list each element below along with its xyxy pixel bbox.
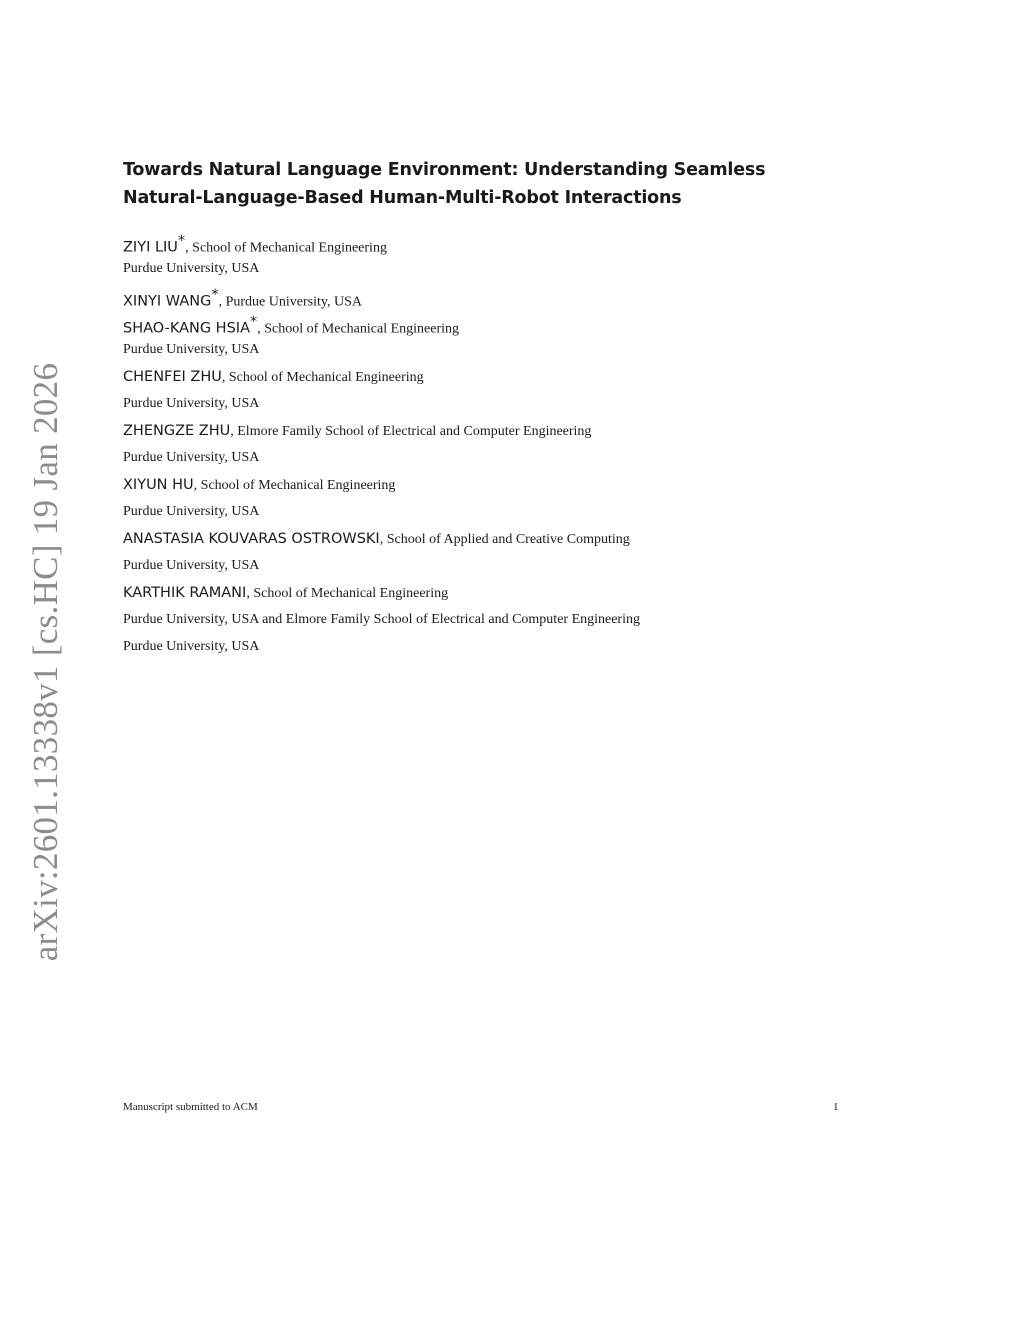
author-name: SHAO-KANG HSIA (123, 320, 250, 337)
affiliation-line: Purdue University, USA (123, 396, 260, 411)
author-name: XIYUN HU (123, 477, 194, 493)
author-line (123, 363, 843, 390)
affiliation-line: Purdue University, USA (123, 558, 260, 573)
author-name: ANASTASIA KOUVARAS OSTROWSKI (123, 531, 380, 547)
author-list (123, 228, 843, 660)
author-name: ZHENGZE ZHU (123, 423, 231, 439)
footer-manuscript-note: Manuscript submitted to ACM (123, 1101, 258, 1113)
author-line (123, 282, 843, 309)
author-name: XINYI WANG (123, 293, 212, 310)
author-affiliation: , Purdue University, USA (218, 294, 362, 310)
author-line (123, 579, 843, 606)
affiliation-line: Purdue University, USA (123, 261, 260, 276)
affiliation-line: Purdue University, USA (123, 504, 260, 519)
paper-title-line-2: Natural-Language-Based Human-Multi-Robot Interactions (123, 188, 682, 208)
paper-title (123, 156, 823, 212)
author-affiliation: , School of Mechanical Engineering (257, 321, 460, 337)
author-affiliation: , School of Mechanical Engineering (193, 478, 396, 493)
author-line (123, 417, 843, 444)
author-affiliation: , School of Applied and Creative Computing (379, 532, 630, 547)
author-name: KARTHIK RAMANI (123, 585, 247, 601)
equal-contribution-mark: * (177, 233, 186, 249)
affiliation-line: Purdue University, USA (123, 639, 260, 654)
author-affiliation: , School of Mechanical Engineering (185, 240, 387, 256)
author-line (123, 471, 843, 498)
page-number: 1 (833, 1101, 839, 1113)
author-affiliation: , School of Mechanical Engineering (246, 586, 449, 601)
paper-title-line-1: Towards Natural Language Environment: Understanding Seamless (123, 160, 766, 180)
arxiv-identifier: arXiv:2601.13338v1 [cs.HC] 19 Jan 2026 (26, 362, 65, 962)
equal-contribution-mark: * (250, 314, 258, 330)
affiliation-line: Purdue University, USA and Elmore Family School of Electrical and Computer Engineering (123, 612, 640, 627)
author-line (123, 228, 843, 255)
author-affiliation: , School of Mechanical Engineering (221, 370, 424, 385)
author-line (123, 309, 843, 336)
author-line (123, 525, 843, 552)
equal-contribution-mark: * (211, 287, 219, 303)
affiliation-line: Purdue University, USA (123, 342, 260, 357)
author-name: CHENFEI ZHU (123, 369, 222, 385)
author-name: ZIYI LIU (123, 239, 178, 256)
affiliation-line: Purdue University, USA (123, 450, 260, 465)
author-affiliation: , Elmore Family School of Electrical and Computer Engineering (230, 424, 592, 439)
